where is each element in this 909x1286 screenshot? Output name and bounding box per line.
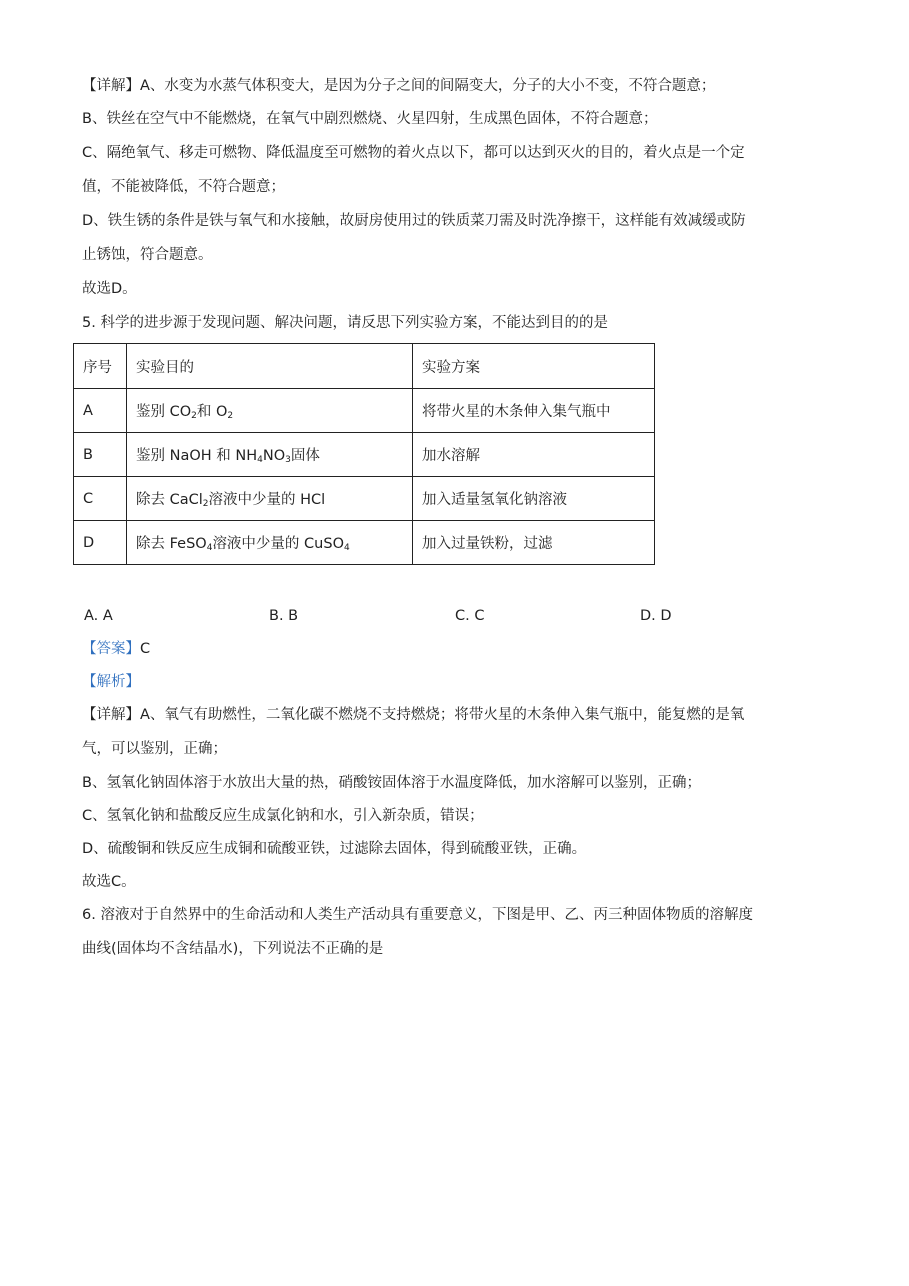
prev-explain-d-line2: 止锈蚀，符合题意。 xyxy=(82,247,213,263)
row-id: D xyxy=(74,521,127,565)
prev-explain-b: B、铁丝在空气中不能燃烧，在氧气中剧烈燃烧、火星四射，生成黑色固体，不符合题意； xyxy=(82,111,658,127)
row-plan: 加水溶解 xyxy=(413,433,655,477)
table-row xyxy=(74,521,655,565)
header-purpose: 实验目的 xyxy=(127,344,413,389)
table-row xyxy=(74,433,655,477)
experiment-table xyxy=(73,343,655,565)
row-id: B xyxy=(74,433,127,477)
row-id: A xyxy=(74,389,127,433)
table-row xyxy=(74,477,655,521)
answer-line xyxy=(82,639,150,659)
q5-conclusion: 故选C。 xyxy=(82,874,136,890)
option-c: C. C xyxy=(455,608,485,624)
analysis-tag: 【解析】 xyxy=(82,674,140,690)
prev-explain-c-line1: C、隔绝氧气、移走可燃物、降低温度至可燃物的着火点以下，都可以达到灭火的目的，着火点是一个定 xyxy=(82,145,745,161)
row-id: C xyxy=(74,477,127,521)
row-purpose: 鉴别 $CO_2$和 $O_2$ xyxy=(127,389,413,433)
prev-explain-a: 【详解】A、水变为水蒸气体积变大，是因为分子之间的间隔变大，分子的大小不变，不符合题意； xyxy=(82,78,716,94)
option-a: A. A xyxy=(84,608,113,624)
table-header-row xyxy=(74,344,655,389)
row-plan: 加入适量氢氧化钠溶液 xyxy=(413,477,655,521)
prev-explain-d-line1: D、铁生锈的条件是铁与氧气和水接触，故厨房使用过的铁质菜刀需及时洗净擦干，这样能有效减缓或防 xyxy=(82,213,746,229)
option-d: D. D xyxy=(640,608,672,624)
row-plan: 加入过量铁粉，过滤 xyxy=(413,521,655,565)
q5-stem: 5. 科学的进步源于发现问题、解决问题，请反思下列实验方案，不能达到目的的是 xyxy=(82,315,608,331)
header-id: 序号 xyxy=(74,344,127,389)
q5-explain-a-line1: 【详解】A、氧气有助燃性，二氧化碳不燃烧不支持燃烧；将带火星的木条伸入集气瓶中，能复燃的是氧 xyxy=(82,707,745,723)
row-purpose: 鉴别 NaOH 和 $NH_4NO_3$固体 xyxy=(127,433,413,477)
option-b: B. B xyxy=(269,608,299,624)
q6-stem-line2: 曲线(固体均不含结晶水)，下列说法不正确的是 xyxy=(82,941,384,957)
row-purpose: 除去 FeSO$_4$溶液中少量的 CuSO$_4$ xyxy=(127,521,413,565)
table-row xyxy=(74,389,655,433)
header-plan: 实验方案 xyxy=(413,344,655,389)
q5-explain-a-line2: 气，可以鉴别，正确； xyxy=(82,741,227,757)
prev-conclusion: 故选D。 xyxy=(82,281,137,297)
answer-tag: 【答案】 xyxy=(82,641,140,657)
q5-explain-d: D、硫酸铜和铁反应生成铜和硫酸亚铁，过滤除去固体，得到硫酸亚铁，正确。 xyxy=(82,841,587,857)
row-plan: 将带火星的木条伸入集气瓶中 xyxy=(413,389,655,433)
q5-explain-b: B、氢氧化钠固体溶于水放出大量的热，硝酸铵固体溶于水温度降低，加水溶解可以鉴别，正确； xyxy=(82,775,701,791)
q6-stem-line1: 6. 溶液对于自然界中的生命活动和人类生产活动具有重要意义，下图是甲、乙、丙三种固体物质的溶解度 xyxy=(82,907,753,923)
row-purpose: 除去 CaCl$_2$溶液中少量的 HCl xyxy=(127,477,413,521)
prev-explain-c-line2: 值，不能被降低，不符合题意； xyxy=(82,179,285,195)
answer-value: C xyxy=(140,641,151,657)
q5-explain-c: C、氢氧化钠和盐酸反应生成氯化钠和水，引入新杂质，错误； xyxy=(82,808,484,824)
